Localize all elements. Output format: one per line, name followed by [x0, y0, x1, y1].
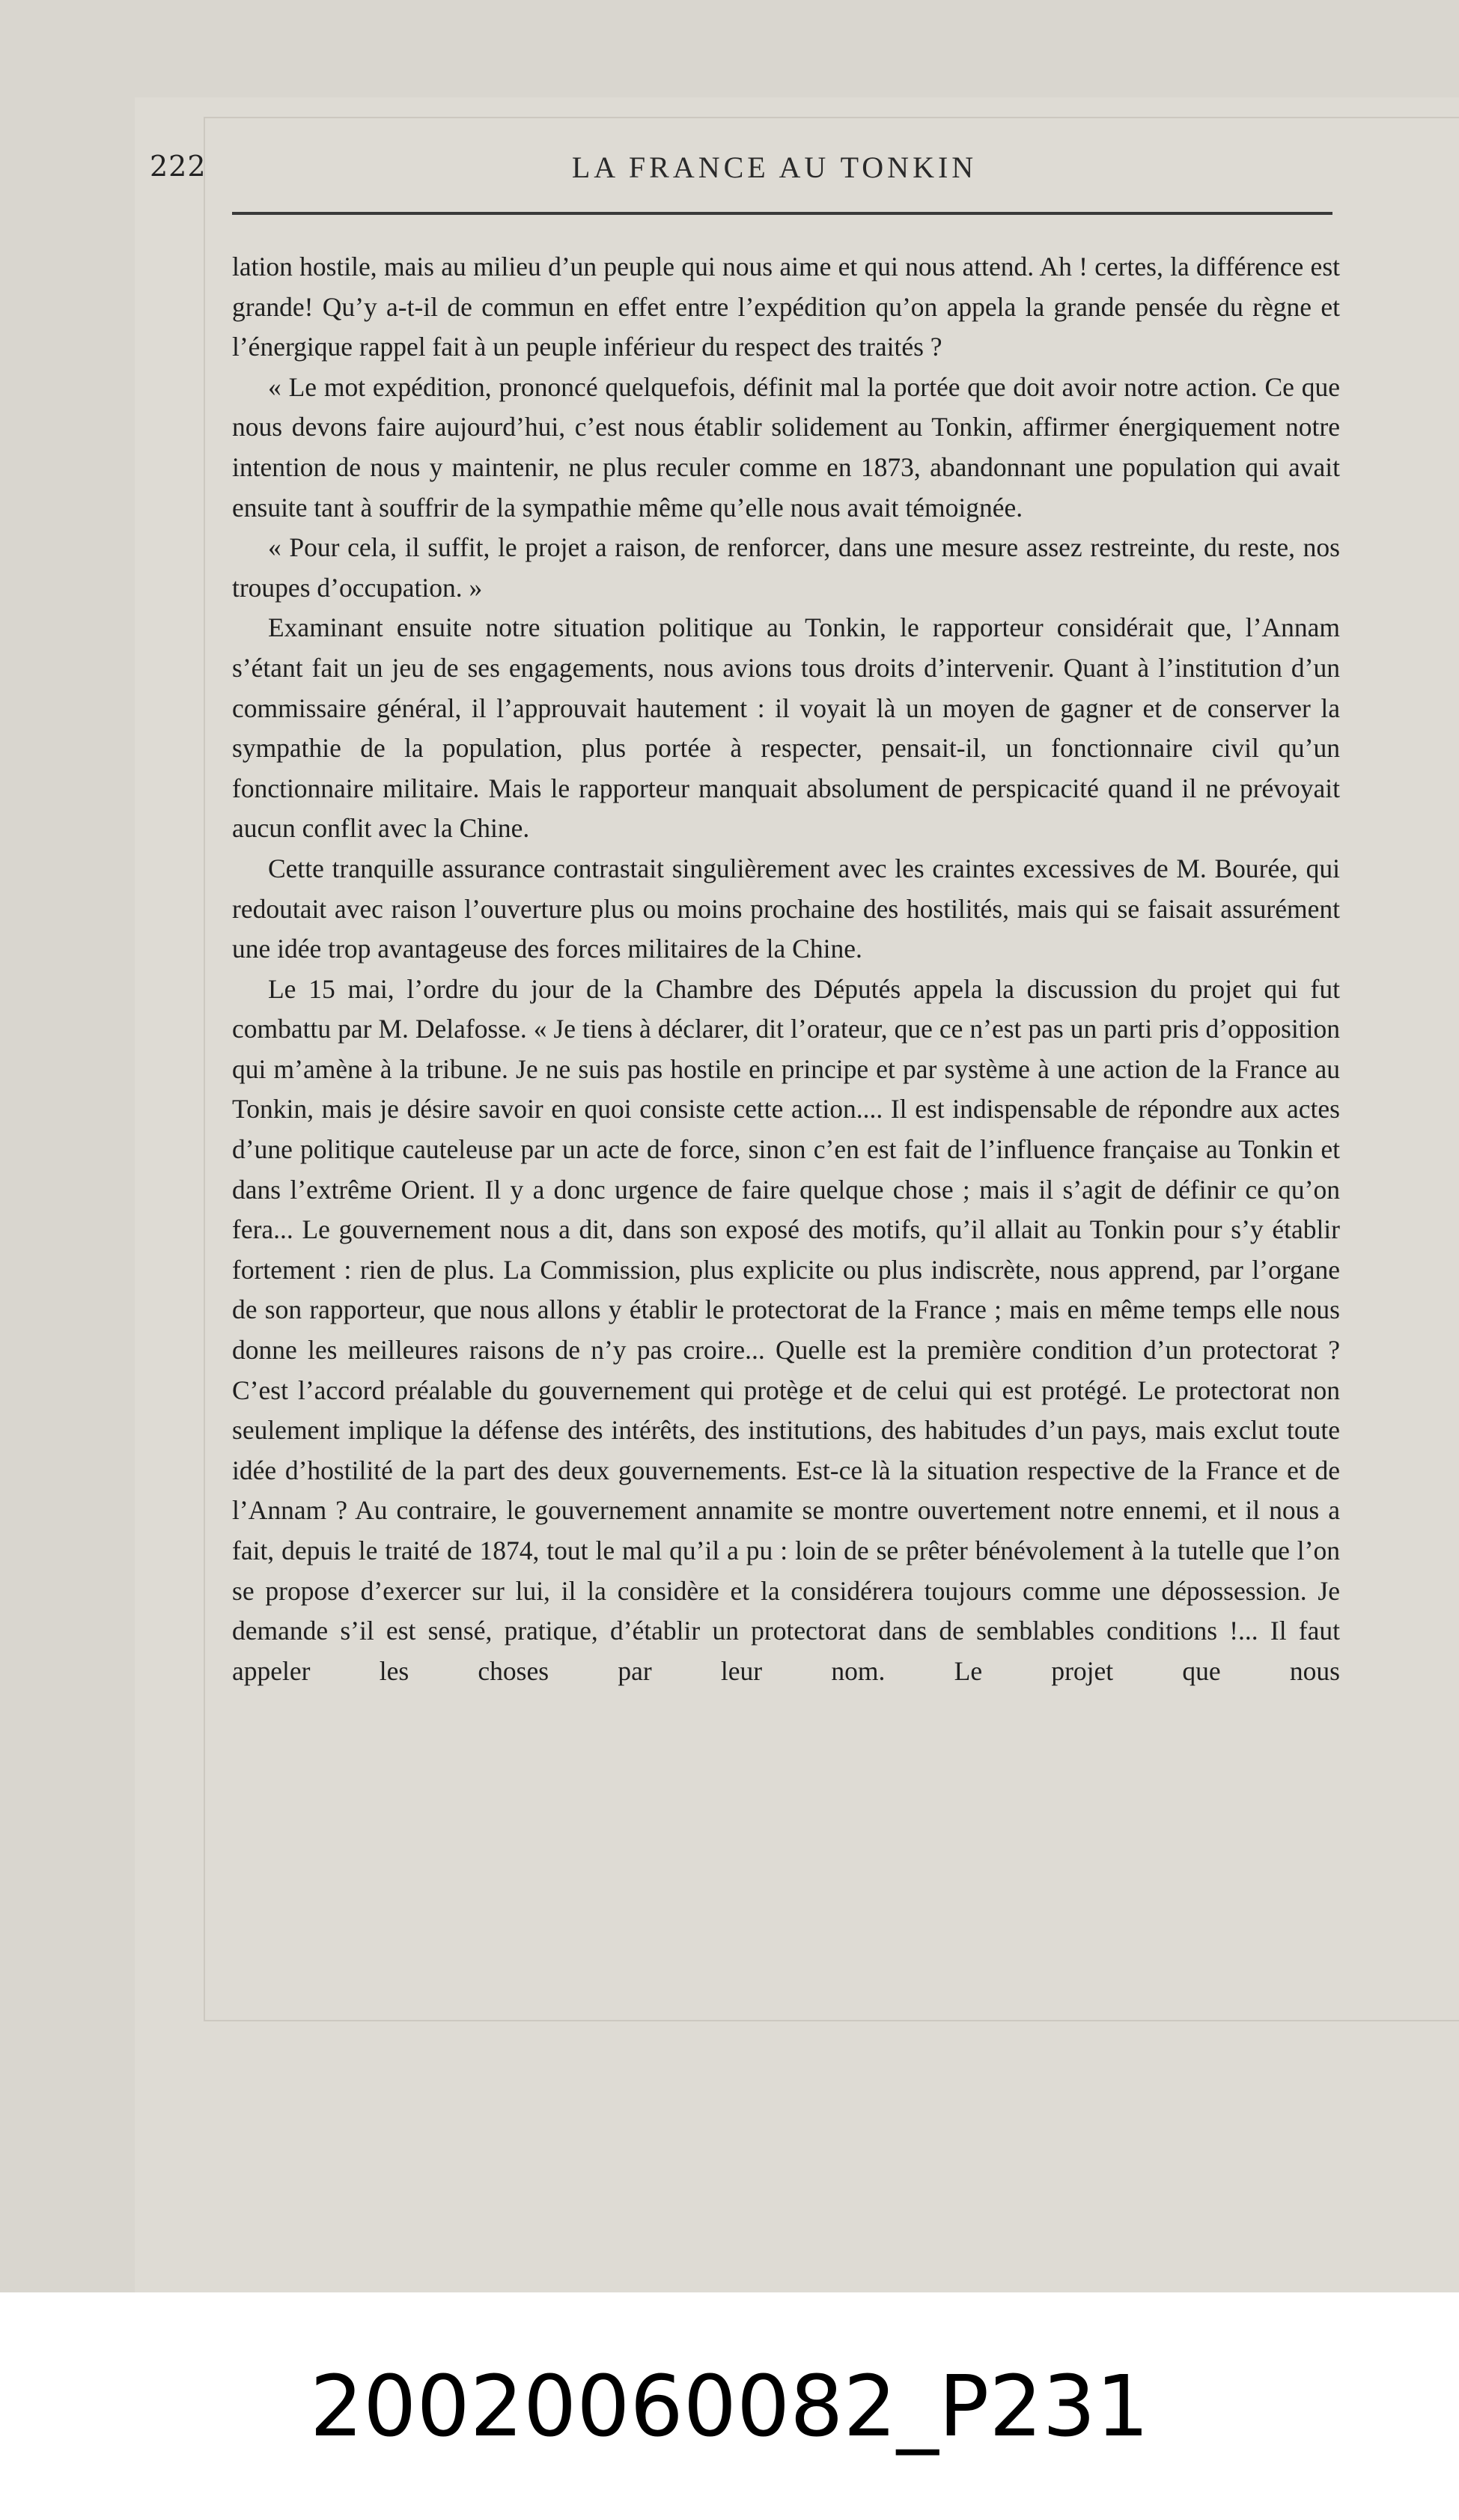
archive-id: 20020060082_P231	[309, 2358, 1150, 2456]
header-rule	[232, 212, 1332, 215]
paragraph-4: Examinant ensuite notre situation politique au Tonkin, le rapporteur considérait que, l’Annam s’étant fait un jeu de ses engagements, nous avions tous droits d’intervenir. Quant à l’institution d’un commissaire général, il l’approuvait hautement : il voyait là un moyen de gagner et de conserver la sympathie de la population, plus portée à respecter, pensait-il, un fonctionnaire civil qu’un fonctionnaire militaire. Mais le rapporteur manquait absolument de perspicacité quand il ne prévoyait aucun conflit avec la Chine.	[232, 612, 1340, 844]
paragraph-5: Cette tranquille assurance contrastait singulièrement avec les craintes excessives de M. Bourée, qui redoutait avec raison l’ouverture plus ou moins prochaine des hostilités, mais qui se faisait assurément une idée trop avantageuse des forces militaires de la Chine.	[232, 853, 1340, 964]
body-text	[232, 247, 1340, 1691]
paragraph-6: Le 15 mai, l’ordre du jour de la Chambre des Députés appela la discussion du projet qui fut combattu par M. Delafosse. « Je tiens à déclarer, dit l’orateur, que ce n’est pas un parti pris d’opposition qui m’amène à la tribune. Je ne suis pas hostile en principe et par système à une action de la France au Tonkin, mais je désire savoir en quoi consiste cette action.... Il est indispensable de répondre aux actes d’une politique cauteleuse par un acte de force, sinon c’en est fait de l’influence française au Tonkin et dans l’extrême Orient. Il y a donc urgence de faire quelque chose ; mais il s’agit de définir ce qu’on fera... Le gouvernement nous a dit, dans son exposé des motifs, qu’il allait au Tonkin pour s’y établir fortement : rien de plus. La Commission, plus explicite ou plus indiscrète, nous apprend, par l’organe de son rapporteur, que nous allons y établir le protectorat de la France ; mais en même temps elle nous donne les meilleures raisons de n’y pas croire... Quelle est la première condition d’un protectorat ? C’est l’accord préalable du gouvernement qui protège et de celui qui est protégé. Le protectorat non seulement implique la défense des intérêts, des institutions, des habitudes d’un pays, mais exclut toute idée d’hostilité de la part des deux gouvernements. Est-ce là la situation respective de la France et de l’Annam ? Au contraire, le gouvernement annamite se montre ouvertement notre ennemi, et il nous a fait, depuis le traité de 1874, tout le mal qu’il a pu : loin de se prêter bénévolement à la tutelle que l’on se propose d’exercer sur lui, il la considère et la considérera toujours comme une dépossession. Je demande s’il est sensé, pratique, d’établir un protectorat dans de semblables conditions !... Il faut appeler les choses par leur nom. Le projet que nous	[232, 973, 1340, 1686]
paragraph-3: « Pour cela, il suffit, le projet a raison, de renforcer, dans une mesure assez restreinte, du reste, nos troupes d’occupation. »	[232, 532, 1340, 603]
running-title: LA FRANCE AU TONKIN	[571, 150, 978, 184]
paragraph-1: lation hostile, mais au milieu d’un peuple qui nous aime et qui nous attend. Ah ! certes, la différence est grande! Qu’y a-t-il de commun en effet entre l’expédition qu’on appela la grande pensée du règne et l’énergique rappel fait à un peuple inférieur du respect des traités ?	[232, 252, 1340, 362]
page-number: 222	[150, 150, 207, 183]
paragraph-2: « Le mot expédition, prononcé quelquefois, définit mal la portée que doit avoir notre action. Ce que nous devons faire aujourd’hui, c’est nous établir solidement au Tonkin, affirmer énergiquement notre intention de nous y maintenir, ne plus reculer comme en 1873, abandonnant une population qui avait ensuite tant à souffrir de la sympathie même qu’elle nous avait témoignée.	[232, 371, 1340, 523]
